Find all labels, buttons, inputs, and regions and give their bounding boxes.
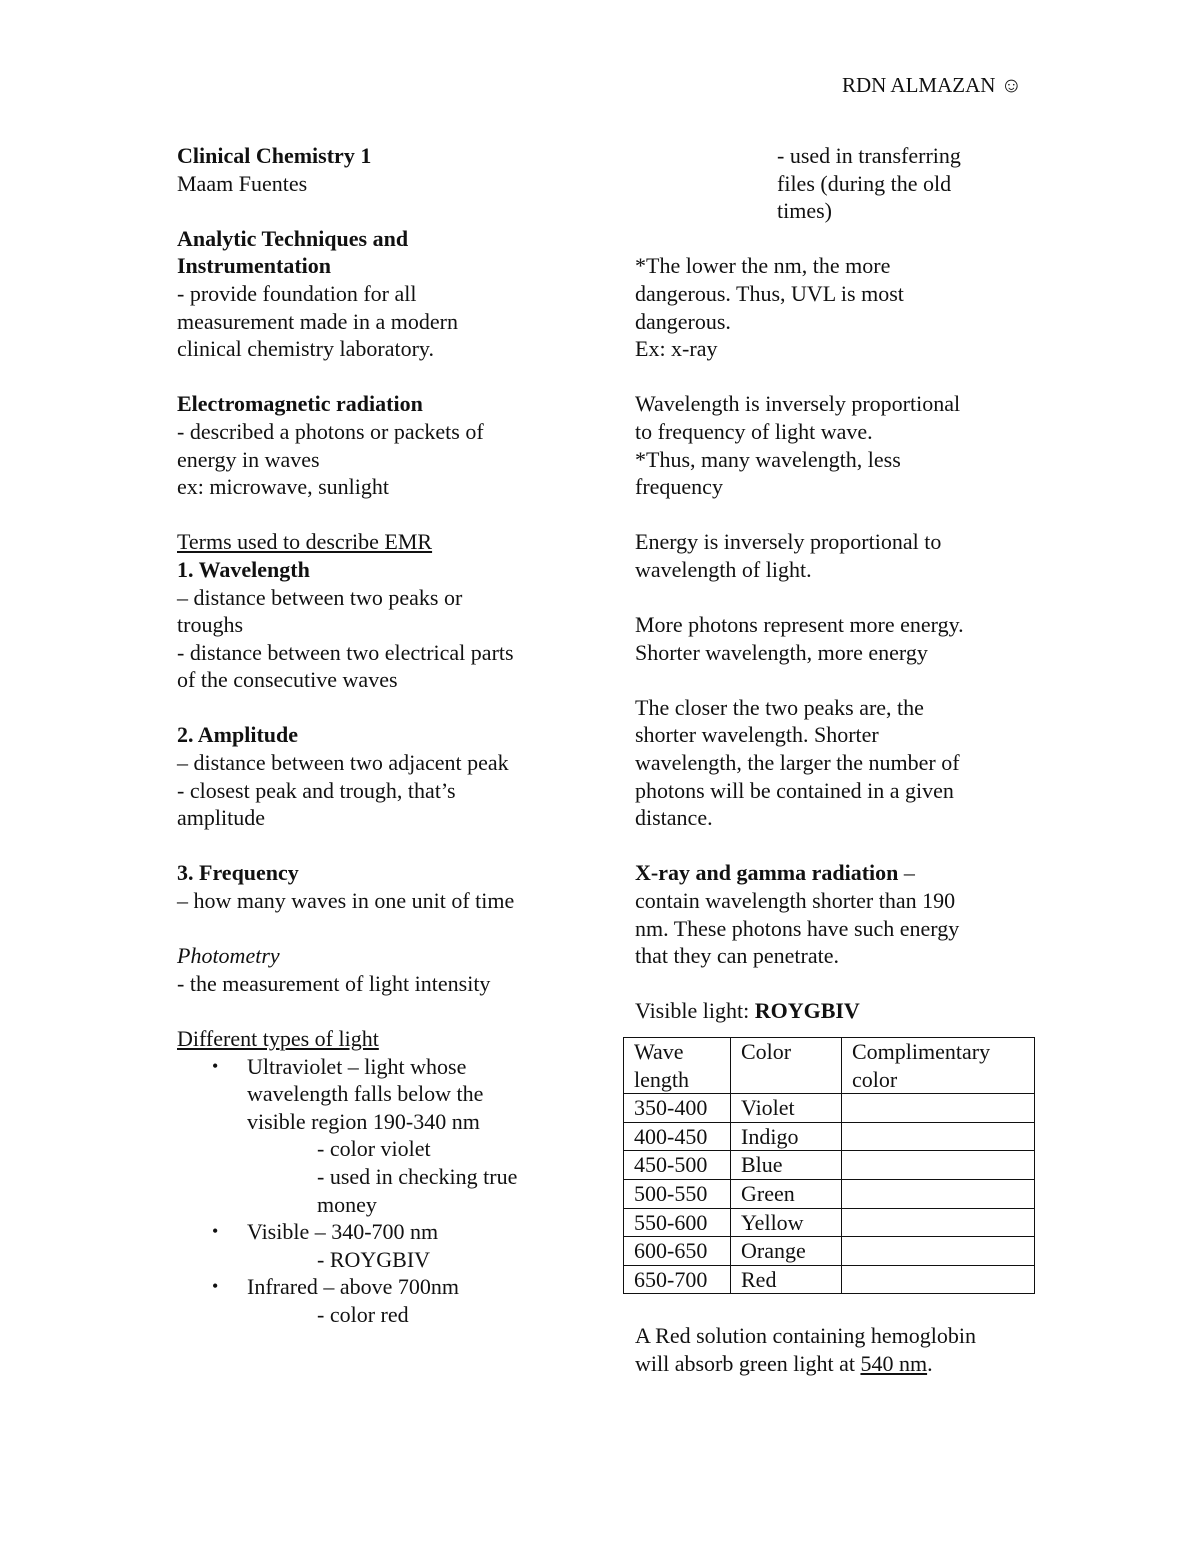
danger-note: dangerous. xyxy=(635,308,731,334)
right-column xyxy=(635,142,1055,1377)
analytic-desc: - provide foundation for all xyxy=(177,280,417,306)
amplitude-desc: – distance between two adjacent peak xyxy=(177,750,509,776)
bullet-icon: • xyxy=(212,1221,219,1242)
table-cell: Orange xyxy=(731,1237,842,1266)
table-cell xyxy=(842,1237,1035,1266)
wavelength-desc: - distance between two electrical parts xyxy=(177,639,514,665)
hemoglobin-period: . xyxy=(927,1350,933,1376)
uv-text: wavelength falls below the xyxy=(247,1081,484,1107)
table-row xyxy=(624,1265,1035,1294)
wavelength-note: Wavelength is inversely proportional xyxy=(635,391,961,417)
table-cell: Red xyxy=(731,1265,842,1294)
table-cell: 650-700 xyxy=(624,1265,731,1294)
infrared-text: Infrared – above 700nm xyxy=(247,1274,459,1300)
hemoglobin-wavelength: 540 nm xyxy=(860,1350,928,1376)
table-row xyxy=(624,1237,1035,1266)
table-cell: 400-450 xyxy=(624,1122,731,1151)
wavelength-color-table xyxy=(623,1037,1035,1294)
table-row xyxy=(624,1208,1035,1237)
table-row xyxy=(624,1094,1035,1123)
visible-light-acronym: ROYGBIV xyxy=(754,998,860,1024)
wavelength-note: frequency xyxy=(635,474,723,500)
bullet-icon: • xyxy=(212,1055,219,1076)
table-header: Complimentary color xyxy=(842,1038,1035,1094)
table-cell: Yellow xyxy=(731,1208,842,1237)
wavelength-note: to frequency of light wave. xyxy=(635,418,873,444)
emr-heading: Electromagnetic radiation xyxy=(177,391,423,417)
table-cell xyxy=(842,1151,1035,1180)
uv-subnote: - used in checking true xyxy=(317,1163,518,1189)
xray-note: nm. These photons have such energy xyxy=(635,915,960,941)
analytic-desc: clinical chemistry laboratory. xyxy=(177,336,434,362)
xray-dash: – xyxy=(898,860,915,886)
wavelength-desc: of the consecutive waves xyxy=(177,667,398,693)
frequency-desc: – how many waves in one unit of time xyxy=(177,888,515,914)
table-header: Color xyxy=(731,1038,842,1094)
table-cell: Green xyxy=(731,1179,842,1208)
list-item xyxy=(212,1218,597,1273)
emr-desc: - described a photons or packets of xyxy=(177,418,484,444)
visible-light-line xyxy=(635,997,1055,1025)
table-cell: Blue xyxy=(731,1151,842,1180)
types-heading: Different types of light xyxy=(177,1026,379,1051)
course-title: Clinical Chemistry 1 xyxy=(177,143,372,168)
amplitude-desc: amplitude xyxy=(177,805,265,831)
analytic-heading: Analytic Techniques and xyxy=(177,225,409,251)
photometry-desc: - the measurement of light intensity xyxy=(177,970,491,996)
list-item xyxy=(212,1273,597,1328)
table-cell: 600-650 xyxy=(624,1237,731,1266)
uv-continued: times) xyxy=(777,198,832,224)
frequency-title: 3. Frequency xyxy=(177,860,299,886)
uv-continued: - used in transferring xyxy=(777,143,961,168)
xray-note: that they can penetrate. xyxy=(635,943,840,969)
uv-continued: files (during the old xyxy=(777,170,952,196)
photometry-title: Photometry xyxy=(177,943,280,969)
table-cell xyxy=(842,1208,1035,1237)
light-types-list xyxy=(177,1053,597,1329)
table-row xyxy=(624,1179,1035,1208)
hemoglobin-note xyxy=(635,1350,1055,1378)
visible-text: Visible – 340-700 nm xyxy=(247,1219,439,1245)
infrared-subnote: - color red xyxy=(317,1301,409,1327)
table-cell xyxy=(842,1122,1035,1151)
table-cell: Indigo xyxy=(731,1122,842,1151)
peaks-note: shorter wavelength. Shorter xyxy=(635,722,879,748)
xray-heading: X-ray and gamma radiation xyxy=(635,860,899,886)
page-header-author: RDN ALMAZAN ☺ xyxy=(842,73,1023,97)
peaks-note: distance. xyxy=(635,805,713,831)
uv-text: Ultraviolet – light whose xyxy=(247,1053,467,1079)
table-header: Wave length xyxy=(624,1038,731,1094)
peaks-note: The closer the two peaks are, the xyxy=(635,694,924,720)
uv-subnote: - color violet xyxy=(317,1136,431,1162)
table-row xyxy=(624,1122,1035,1151)
table-cell xyxy=(842,1265,1035,1294)
table-row xyxy=(624,1151,1035,1180)
left-column xyxy=(177,142,597,1329)
photon-note: Shorter wavelength, more energy xyxy=(635,639,928,665)
terms-heading: Terms used to describe EMR xyxy=(177,529,433,555)
xray-note xyxy=(635,859,1055,887)
hemoglobin-note: A Red solution containing hemoglobin xyxy=(635,1322,976,1348)
table-cell: 450-500 xyxy=(624,1151,731,1180)
amplitude-desc: - closest peak and trough, that’s xyxy=(177,777,456,803)
hemoglobin-text: will absorb green light at xyxy=(635,1350,861,1376)
table-cell: 550-600 xyxy=(624,1208,731,1237)
danger-example: Ex: x-ray xyxy=(635,336,718,362)
table-cell xyxy=(842,1179,1035,1208)
table-cell: 350-400 xyxy=(624,1094,731,1123)
list-item xyxy=(212,1053,597,1219)
emr-desc: energy in waves xyxy=(177,446,320,472)
table-cell xyxy=(842,1094,1035,1123)
uv-text: visible region 190-340 nm xyxy=(247,1108,480,1134)
analytic-heading-cont: Instrumentation xyxy=(177,253,332,279)
photon-note: More photons represent more energy. xyxy=(635,612,964,638)
xray-note: contain wavelength shorter than 190 xyxy=(635,888,956,914)
table-cell: Violet xyxy=(731,1094,842,1123)
instructor: Maam Fuentes xyxy=(177,170,308,196)
visible-subnote: - ROYGBIV xyxy=(317,1246,431,1272)
wavelength-note: *Thus, many wavelength, less xyxy=(635,446,901,472)
energy-note: Energy is inversely proportional to xyxy=(635,529,942,555)
table-header-row xyxy=(624,1038,1035,1094)
peaks-note: photons will be contained in a given xyxy=(635,777,954,803)
table-cell: 500-550 xyxy=(624,1179,731,1208)
wavelength-desc: – distance between two peaks or xyxy=(177,584,463,610)
uv-subnote: money xyxy=(317,1191,377,1217)
bullet-icon: • xyxy=(212,1276,219,1297)
wavelength-title: 1. Wavelength xyxy=(177,556,310,582)
emr-example: ex: microwave, sunlight xyxy=(177,474,390,500)
energy-note: wavelength of light. xyxy=(635,556,812,582)
visible-light-label: Visible light: xyxy=(635,998,755,1024)
analytic-desc: measurement made in a modern xyxy=(177,308,459,334)
danger-note: dangerous. Thus, UVL is most xyxy=(635,280,904,306)
wavelength-desc: troughs xyxy=(177,612,243,638)
amplitude-title: 2. Amplitude xyxy=(177,722,299,748)
peaks-note: wavelength, the larger the number of xyxy=(635,750,960,776)
danger-note: *The lower the nm, the more xyxy=(635,253,891,279)
